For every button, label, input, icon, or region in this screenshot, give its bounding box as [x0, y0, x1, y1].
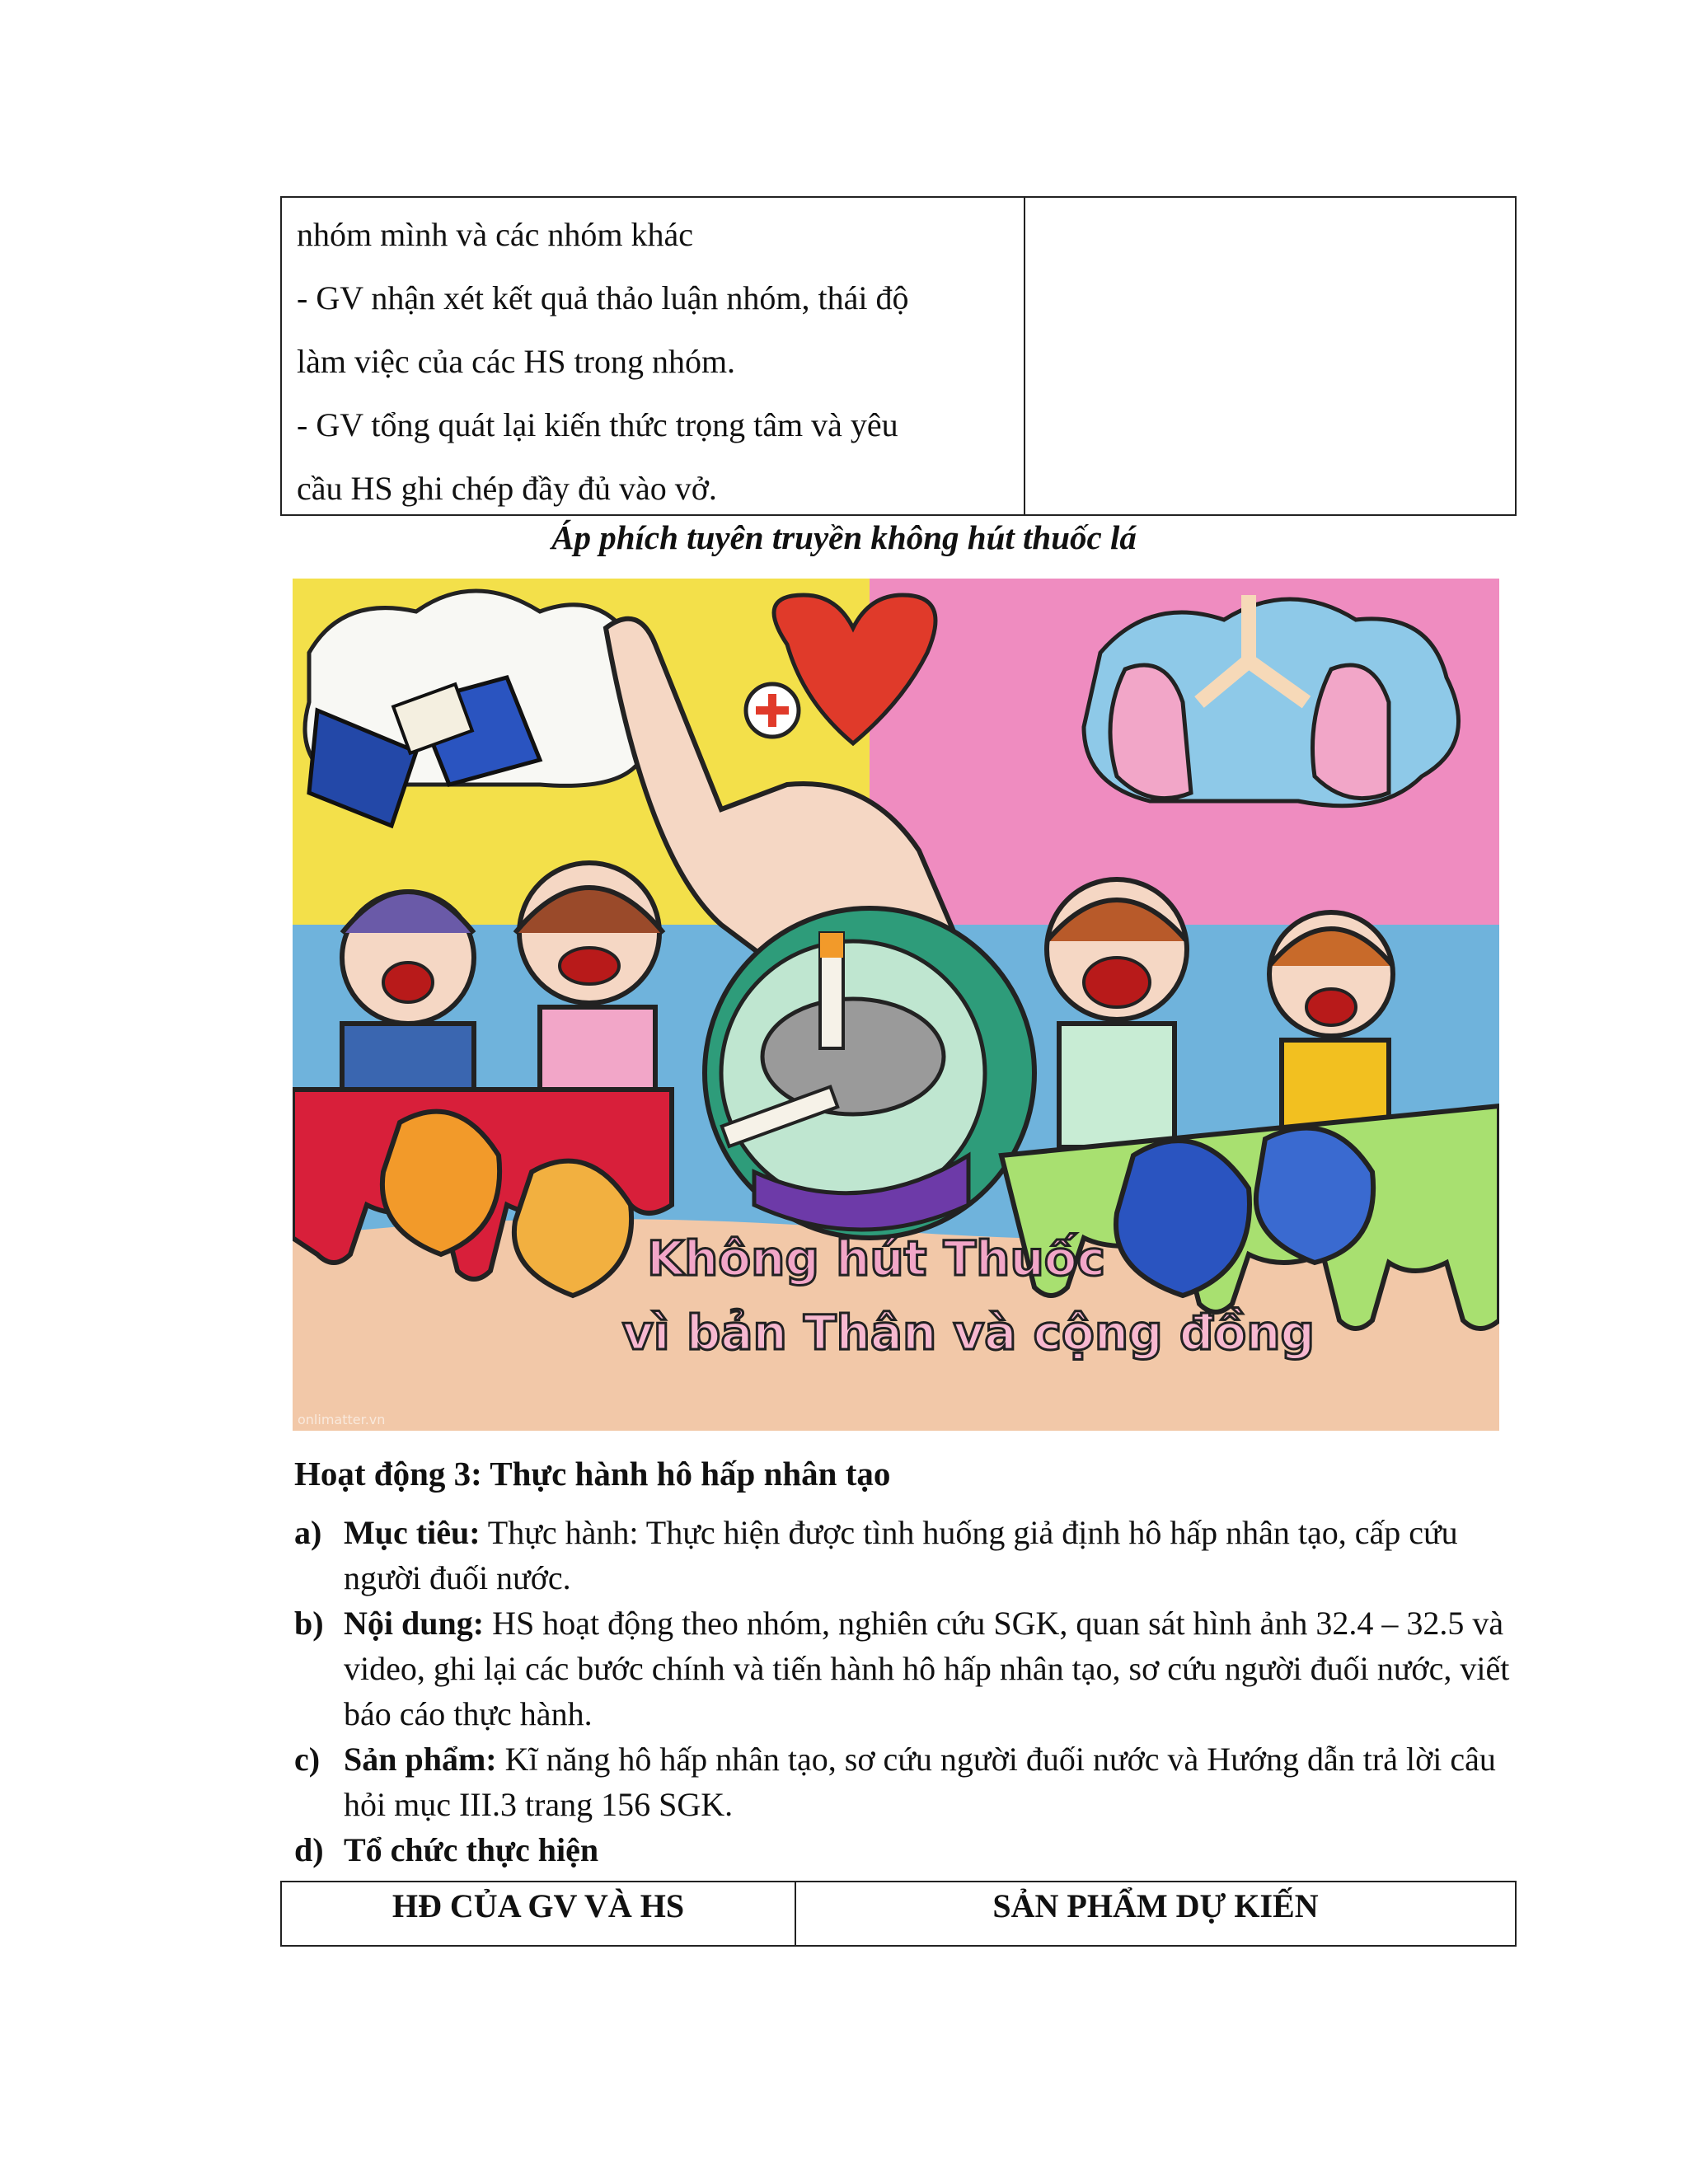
poster-slogan-line1: Không hút Thuốc [647, 1230, 1105, 1286]
anti-smoking-poster [293, 579, 1499, 1431]
item-label: Nội dung: [344, 1605, 485, 1642]
table-line: - GV nhận xét kết quả thảo luận nhóm, thái độ [297, 279, 909, 316]
activity-heading: Hoạt động 3: Thực hành hô hấp nhân tạo [294, 1455, 891, 1493]
item-label: Sản phẩm: [344, 1741, 497, 1778]
poster-watermark: onlimatter.vn [298, 1412, 386, 1427]
table-header-teacher-student: HĐ CỦA GV VÀ HS [282, 1882, 796, 1945]
table-line: cầu HS ghi chép đầy đủ vào vở. [297, 470, 717, 507]
item-letter: b) [294, 1605, 324, 1642]
activity-items [294, 1510, 1514, 1872]
table-line: - GV tổng quát lại kiến thức trọng tâm và yêu [297, 406, 898, 443]
list-item [294, 1827, 1514, 1872]
item-letter: c) [294, 1741, 321, 1778]
item-label: Mục tiêu: [344, 1514, 481, 1551]
item-text: HS hoạt động theo nhóm, nghiên cứu SGK, quan sát hình ảnh 32.4 – 32.5 và video, ghi lại các bước chính và tiến hành hô hấp nhân tạo, sơ cứu người đuối nước, viết báo cáo thực hành. [344, 1605, 1510, 1732]
continuation-table [280, 196, 1517, 516]
table-header-expected-product: SẢN PHẨM DỰ KIẾN [992, 1887, 1319, 1924]
list-item [294, 1510, 1514, 1601]
poster-slogan-line2: vì bản Thân và cộng đồng [622, 1305, 1315, 1361]
item-text: Thực hành: Thực hiện được tình huống giả định hô hấp nhân tạo, cấp cứu người đuối nước. [344, 1514, 1458, 1596]
table-line: nhóm mình và các nhóm khác [297, 216, 693, 253]
list-item [294, 1601, 1514, 1736]
item-label: Tổ chức thực hiện [344, 1831, 599, 1868]
list-item [294, 1736, 1514, 1827]
table-cell-left [282, 198, 1025, 514]
activity-table-header [280, 1881, 1517, 1947]
item-letter: d) [294, 1831, 324, 1868]
table-line: làm việc của các HS trong nhóm. [297, 343, 736, 380]
item-text: Kĩ năng hô hấp nhân tạo, sơ cứu người đuối nước và Hướng dẫn trả lời câu hỏi mục III.3 trang 156 SGK. [344, 1741, 1496, 1823]
poster-caption: Áp phích tuyên truyền không hút thuốc lá [551, 518, 1137, 556]
item-letter: a) [294, 1514, 322, 1551]
